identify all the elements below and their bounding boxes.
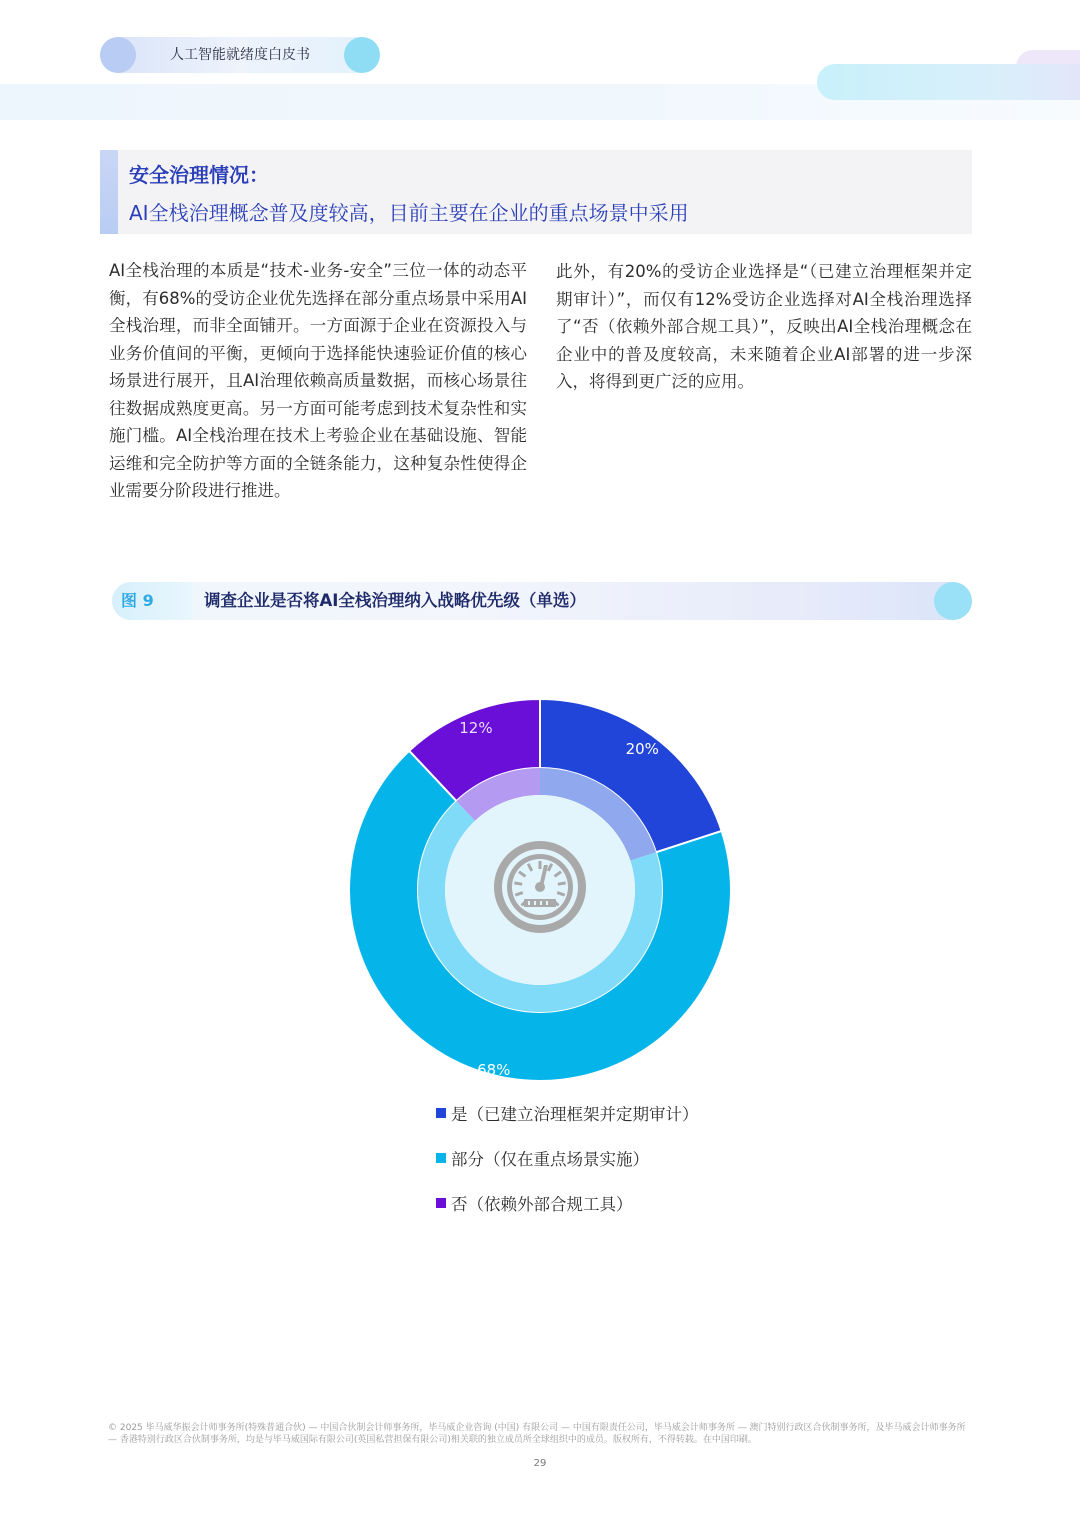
header-pill [100,37,380,73]
footer-copyright: © 2025 毕马威华振会计师事务所(特殊普通合伙) — 中国合伙制会计师事务所，毕马威企业咨询 (中国) 有限公司 — 中国有限责任公司，毕马威会计师事务所 — 澳门特别行政区合伙制事务所，及毕马威会计师事务所 — 香港特别行政区合伙制事务所，均是与毕马威国际有限公司(英国私营担保有限公司)相关联的独立成员所全球组织中的成员。版权所有，不得转载。在中国印刷。 [108,1423,966,1445]
slice-label: 68% [477,1061,511,1080]
donut-chart [340,690,740,1090]
section-heading: 安全治理情况： [129,163,269,187]
slice-label: 20% [625,740,659,759]
gauge-tick [558,883,566,884]
figure-title: 调查企业是否将AI全栈治理纳入战略优先级（单选） [204,591,586,610]
decorative-pill [817,64,1080,100]
header-dot-left [100,37,136,73]
page-number: 29 [533,1458,547,1469]
figure-title-dot [934,582,972,620]
legend-label: 否（依赖外部合规工具） [451,1195,633,1214]
legend-swatch [436,1198,446,1208]
body-paragraph-right: 此外，有20%的受访企业选择是“（已建立治理框架并定期审计）”，而仅有12%受访企业选择对AI全栈治理选择了“否（依赖外部合规工具）”，反映出AI全栈治理概念在企业中的普及度较高，未来随着企业AI部署的进一步深入，将得到更广泛的应用。 [556,262,972,391]
document-title: 人工智能就绪度白皮书 [170,47,310,63]
heading-accent-bar [100,150,118,234]
slice-label: 12% [459,719,493,738]
header-dot-right [344,37,380,73]
section-subheading: AI全栈治理概念普及度较高，目前主要在企业的重点场景中采用 [129,201,689,225]
body-paragraph-left: AI全栈治理的本质是“技术-业务-安全”三位一体的动态平衡，有68%的受访企业优先选择在部分重点场景中采用AI全栈治理，而非全面铺开。一方面源于企业在资源投入与业务价值间的平衡，更倾向于选择能快速验证价值的核心场景进行展开，且AI治理依赖高质量数据，而核心场景往往数据成熟度更高。另一方面可能考虑到技术复杂性和实施门槛。AI全栈治理在技术上考验企业在基础设施、智能运维和完全防护等方面的全链条能力，这种复杂性使得企业需要分阶段进行推进。 [109,261,527,500]
legend-swatch [436,1153,446,1163]
figure-number: 图 9 [121,591,154,610]
speedometer-icon [494,841,586,933]
legend-label: 部分（仅在重点场景实施） [451,1150,649,1169]
legend-swatch [436,1108,446,1118]
legend-label: 是（已建立治理框架并定期审计） [451,1105,699,1124]
section-heading-box [100,150,972,234]
gauge-tick [514,883,522,884]
figure-title-bar [112,582,972,620]
